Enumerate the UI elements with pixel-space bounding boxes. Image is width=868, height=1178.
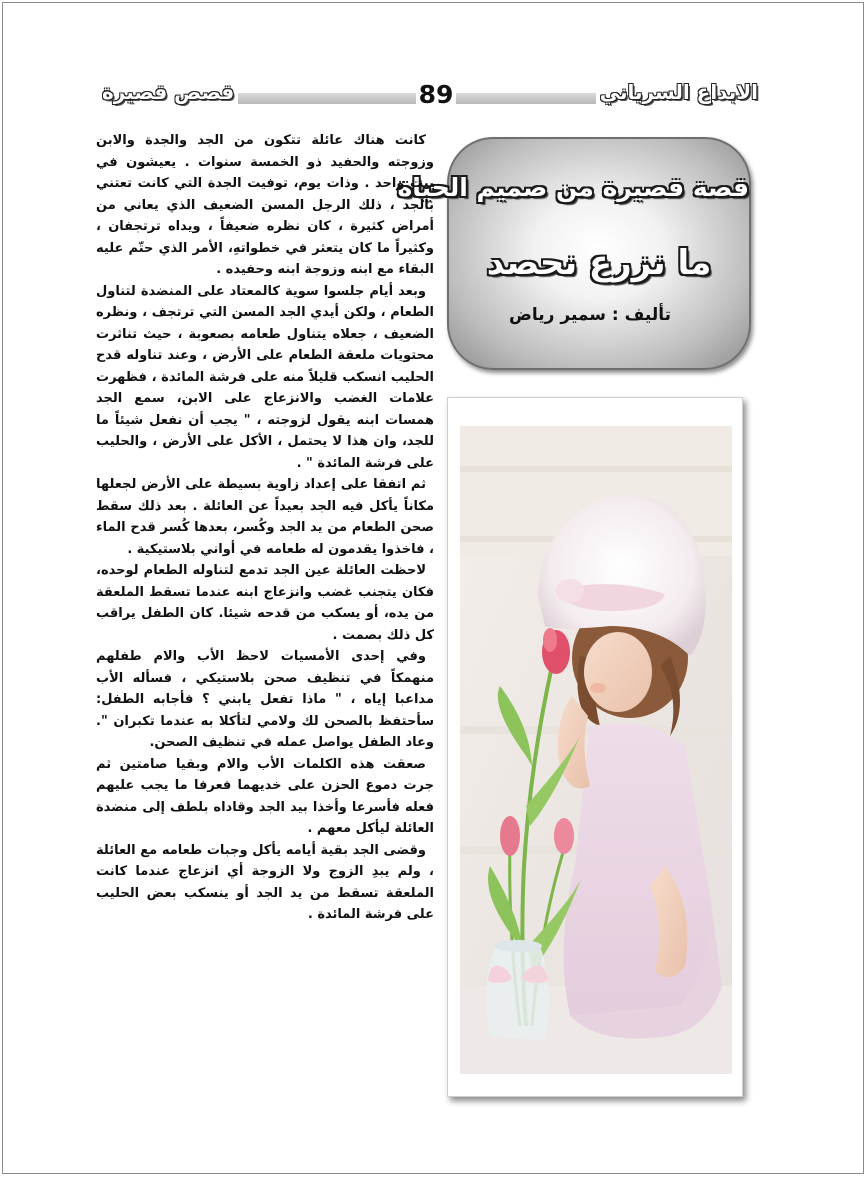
story-subtitle: ما نزرع نحصد bbox=[486, 243, 712, 283]
story-title-box bbox=[397, 137, 751, 370]
article-paragraph: وفي إحدى الأمسيات لاحظ الأب والام طفلهم منهمكاً في تنظيف صحن بلاستيكي ، فسأله الأب مداعبا إياه ، " ماذا تفعل يابني ؟ فأجابه الطفل: سأحتفظ بالصحن لك ولامي لتأكلا به عندما تكبران ". وعاد الطفل يواصل عمله في تنظيف الصحن. bbox=[96, 649, 434, 750]
section-name: قصص قصيرة bbox=[98, 80, 238, 104]
article-paragraph: لاحظت العائلة عين الجد تدمع لتناوله الطعام لوحده، فكان يتجنب غضب وانزعاج ابنه عندما تسقط الملعقة من يده، أو يسكب من قدحه شيئا. كان الطفل يراقب كل ذلك بصمت . bbox=[96, 563, 434, 643]
article-paragraph: ثم اتفقا على إعداد زاوية بسيطة على الأرض لجعلها مكاناً يأكل فيه الجد بعيداً عن العائلة . بعد ذلك سقط صحن الطعام من يد الجد وكُسر، بعدها كُسر قدح الماء ، فاخذوا يقدمون له طعامه في أواني بلاستيكية . bbox=[96, 477, 434, 557]
article-paragraph: صعقت هذه الكلمات الأب والام وبقيا صامتين ثم جرت دموع الحزن على خديهما فعرفا ما يجب عليهم فعله فأسرعا وأخذا بيد الجد وقاداه بلطف إلى منضدة العائلة ليأكل معهم . bbox=[96, 756, 434, 836]
magazine-name: الابداع السرياني bbox=[596, 80, 762, 104]
article-paragraph: وبعد أيام جلسوا سوية كالمعتاد على المنضدة لتناول الطعام ، ولكن أيدي الجد المسن التي ترتجف ، ونظره الضعيف ، جعلاه يتناول طعامه بصعوبة ، حيث تناثرت محتويات ملعقة الطعام على الأرض ، وعند تناوله قدح الحليب انسكب قليلاً منه على فرشة المائدة ، فظهرت علامات الغضب والانزعاج على الابن، سمع الجد همسات ابنه يقول لزوجته ، " يجب أن نفعل شيئاً ما للجد، وان هذا لا يحتمل ، الأكل على الأرض ، والحليب على فرشة المائدة " . bbox=[96, 283, 434, 471]
article-paragraph: وقضى الجد بقية أيامه يأكل وجبات طعامه مع العائلة ، ولم يبدِ الزوج ولا الزوجة أي انزعاج عندما كانت الملعقة تسقط من يد الجد أو ينسكب بعض الحليب على فرشة المائدة . bbox=[96, 842, 434, 922]
story-title: قصة قصيرة من صميم الحياة bbox=[397, 173, 749, 202]
page-number: 89 bbox=[418, 80, 454, 109]
story-photo bbox=[447, 397, 743, 1097]
girl-with-tulips-photo bbox=[460, 426, 732, 1074]
article-paragraph: كانت هناك عائلة تتكون من الجد والجدة والابن وزوجته والحفيد ذو الخمسة سنوات . يعيشون في بيت واحد . وذات يوم، توفيت الجدة التي كانت تعتني بالجد ، ذلك الرجل المسن الضعيف الذي يعاني من أمراض كثيرة ، كان نظره ضعيفاً ، ويداه ترتجفان ، وكثيراً ما كان يتعثر في خطواتهِ، الأمر الذي حتّم عليه البقاء مع ابنه وزوجة ابنه وحفيده . bbox=[96, 133, 434, 277]
author-credit: تأليف : سمير رياض bbox=[509, 305, 671, 325]
article-body bbox=[96, 130, 434, 1070]
page-header bbox=[0, 78, 868, 118]
